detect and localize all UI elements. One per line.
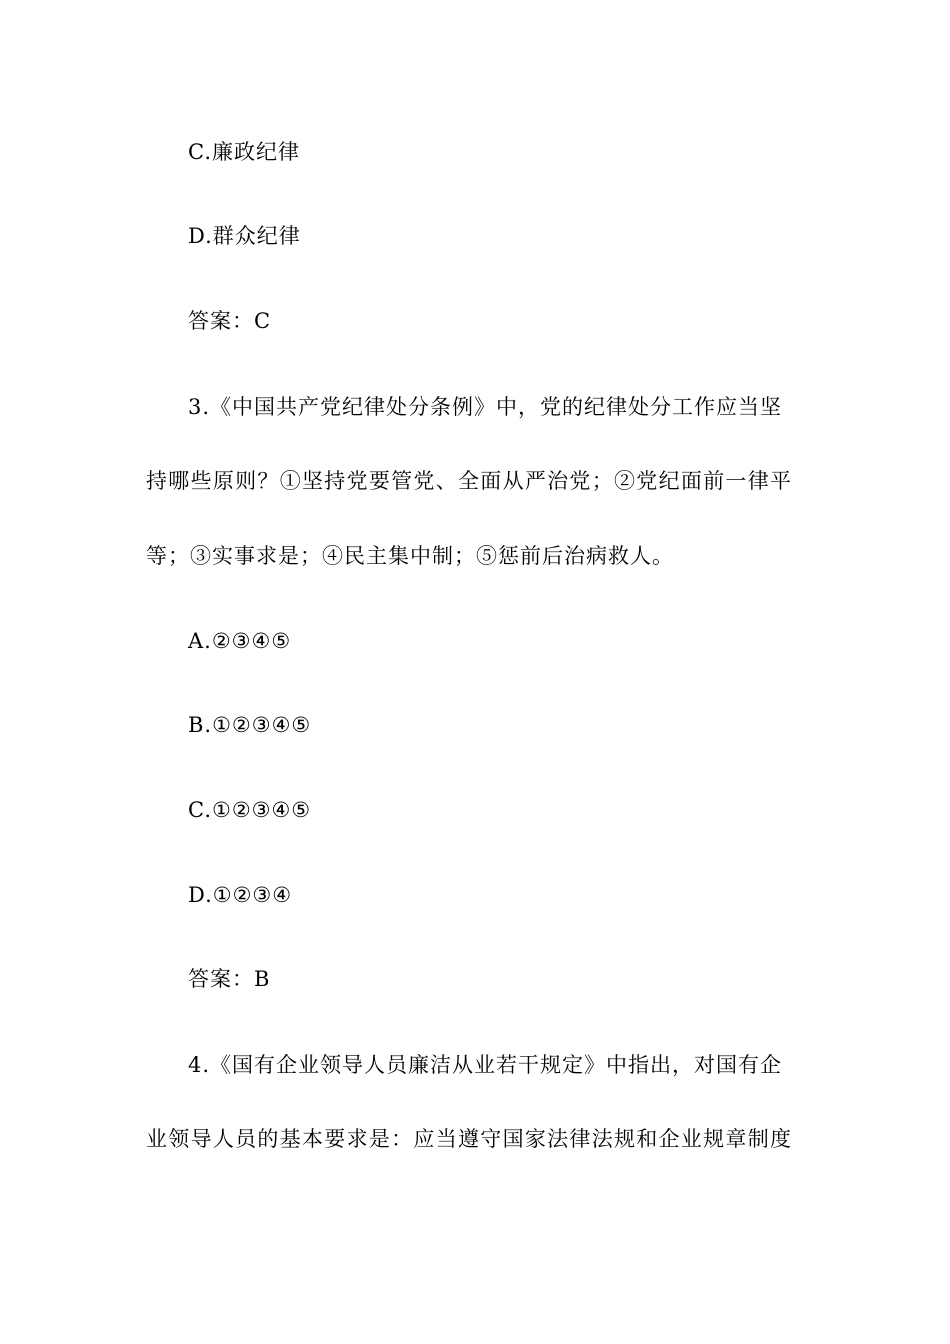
- question-3-line-1: 3.《中国共产党纪律处分条例》中，党的纪律处分工作应当坚: [188, 395, 783, 419]
- question-3-option-d: D.①②③④: [188, 883, 293, 907]
- answer-previous: 答案：C: [188, 309, 272, 333]
- question-3-option-b: B.①②③④⑤: [188, 713, 312, 737]
- option-c-previous: C.廉政纪律: [188, 140, 300, 164]
- question-3-option-c: C.①②③④⑤: [188, 798, 312, 822]
- option-d-previous: D.群众纪律: [188, 224, 301, 248]
- question-3-answer: 答案：B: [188, 967, 271, 991]
- question-3-option-a: A.②③④⑤: [188, 629, 292, 653]
- question-4-line-2: 业领导人员的基本要求是：应当遵守国家法律法规和企业规章制度: [146, 1127, 792, 1151]
- question-4-line-1: 4.《国有企业领导人员廉洁从业若干规定》中指出，对国有企: [188, 1053, 783, 1077]
- question-3-line-3: 等；③实事求是；④民主集中制；⑤惩前后治病救人。: [146, 544, 674, 568]
- question-3-line-2: 持哪些原则？①坚持党要管党、全面从严治党；②党纪面前一律平: [146, 469, 792, 493]
